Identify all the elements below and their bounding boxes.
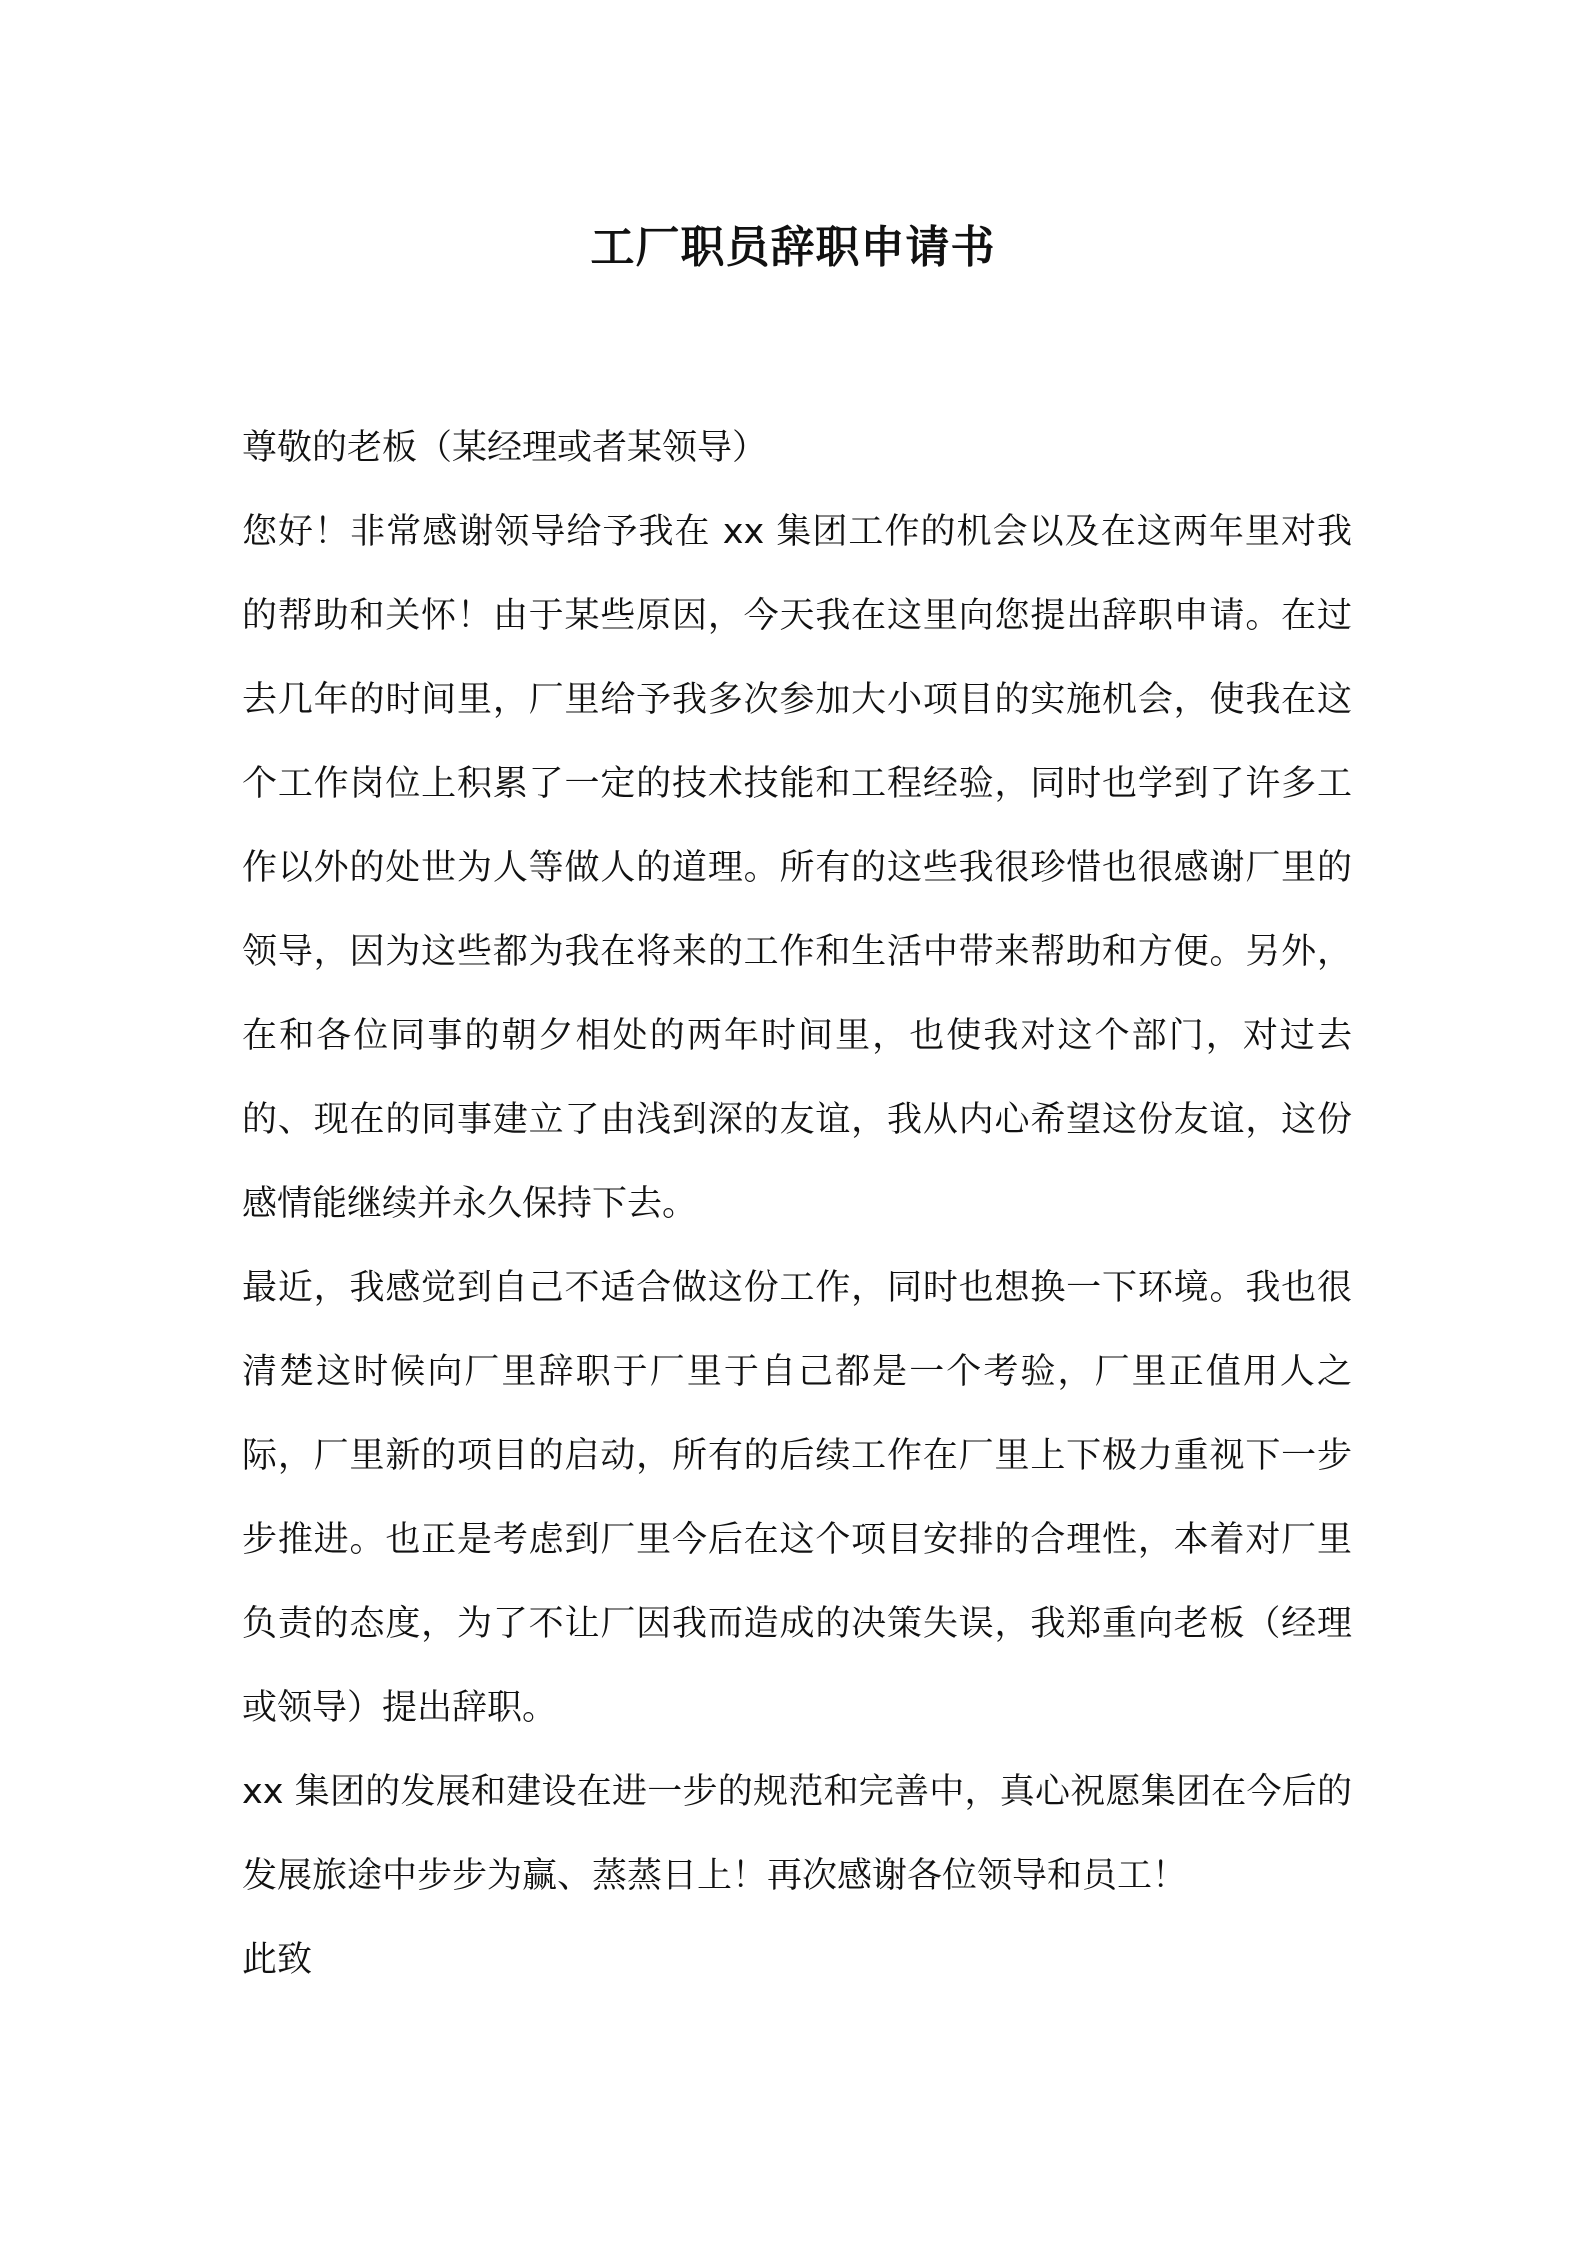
paragraph-wishes: xx 集团的发展和建设在进一步的规范和完善中，真心祝愿集团在今后的发展旅途中步步为赢、蒸蒸日上！再次感谢各位领导和员工！	[242, 1772, 1352, 1896]
paragraph-reason: 最近，我感觉到自己不适合做这份工作，同时也想换一下环境。我也很清楚这时候向厂里辞职于厂里于自己都是一个考验，厂里正值用人之际，厂里新的项目的启动，所有的后续工作在厂里上下极力重视下一步步推进。也正是考虑到厂里今后在这个项目安排的合理性，本着对厂里负责的态度，为了不让厂因我而造成的决策失误，我郑重向老板（经理或领导）提出辞职。	[242, 1268, 1352, 1728]
salutation: 尊敬的老板（某经理或者某领导）	[242, 428, 768, 468]
document-title: 工厂职员辞职申请书	[590, 222, 996, 273]
closing: 此致	[242, 1940, 313, 1980]
document-body	[242, 406, 1352, 2002]
paragraph-greeting: 您好！非常感谢领导给予我在 xx 集团工作的机会以及在这两年里对我的帮助和关怀！由于某些原因，今天我在这里向您提出辞职申请。在过去几年的时间里，厂里给予我多次参加大小项目的实施机会，使我在这个工作岗位上积累了一定的技术技能和工程经验，同时也学到了许多工作以外的处世为人等做人的道理。所有的这些我很珍惜也很感谢厂里的领导，因为这些都为我在将来的工作和生活中带来帮助和方便。另外，在和各位同事的朝夕相处的两年时间里，也使我对这个部门，对过去的、现在的同事建立了由浅到深的友谊，我从内心希望这份友谊，这份感情能继续并永久保持下去。	[242, 512, 1352, 1224]
